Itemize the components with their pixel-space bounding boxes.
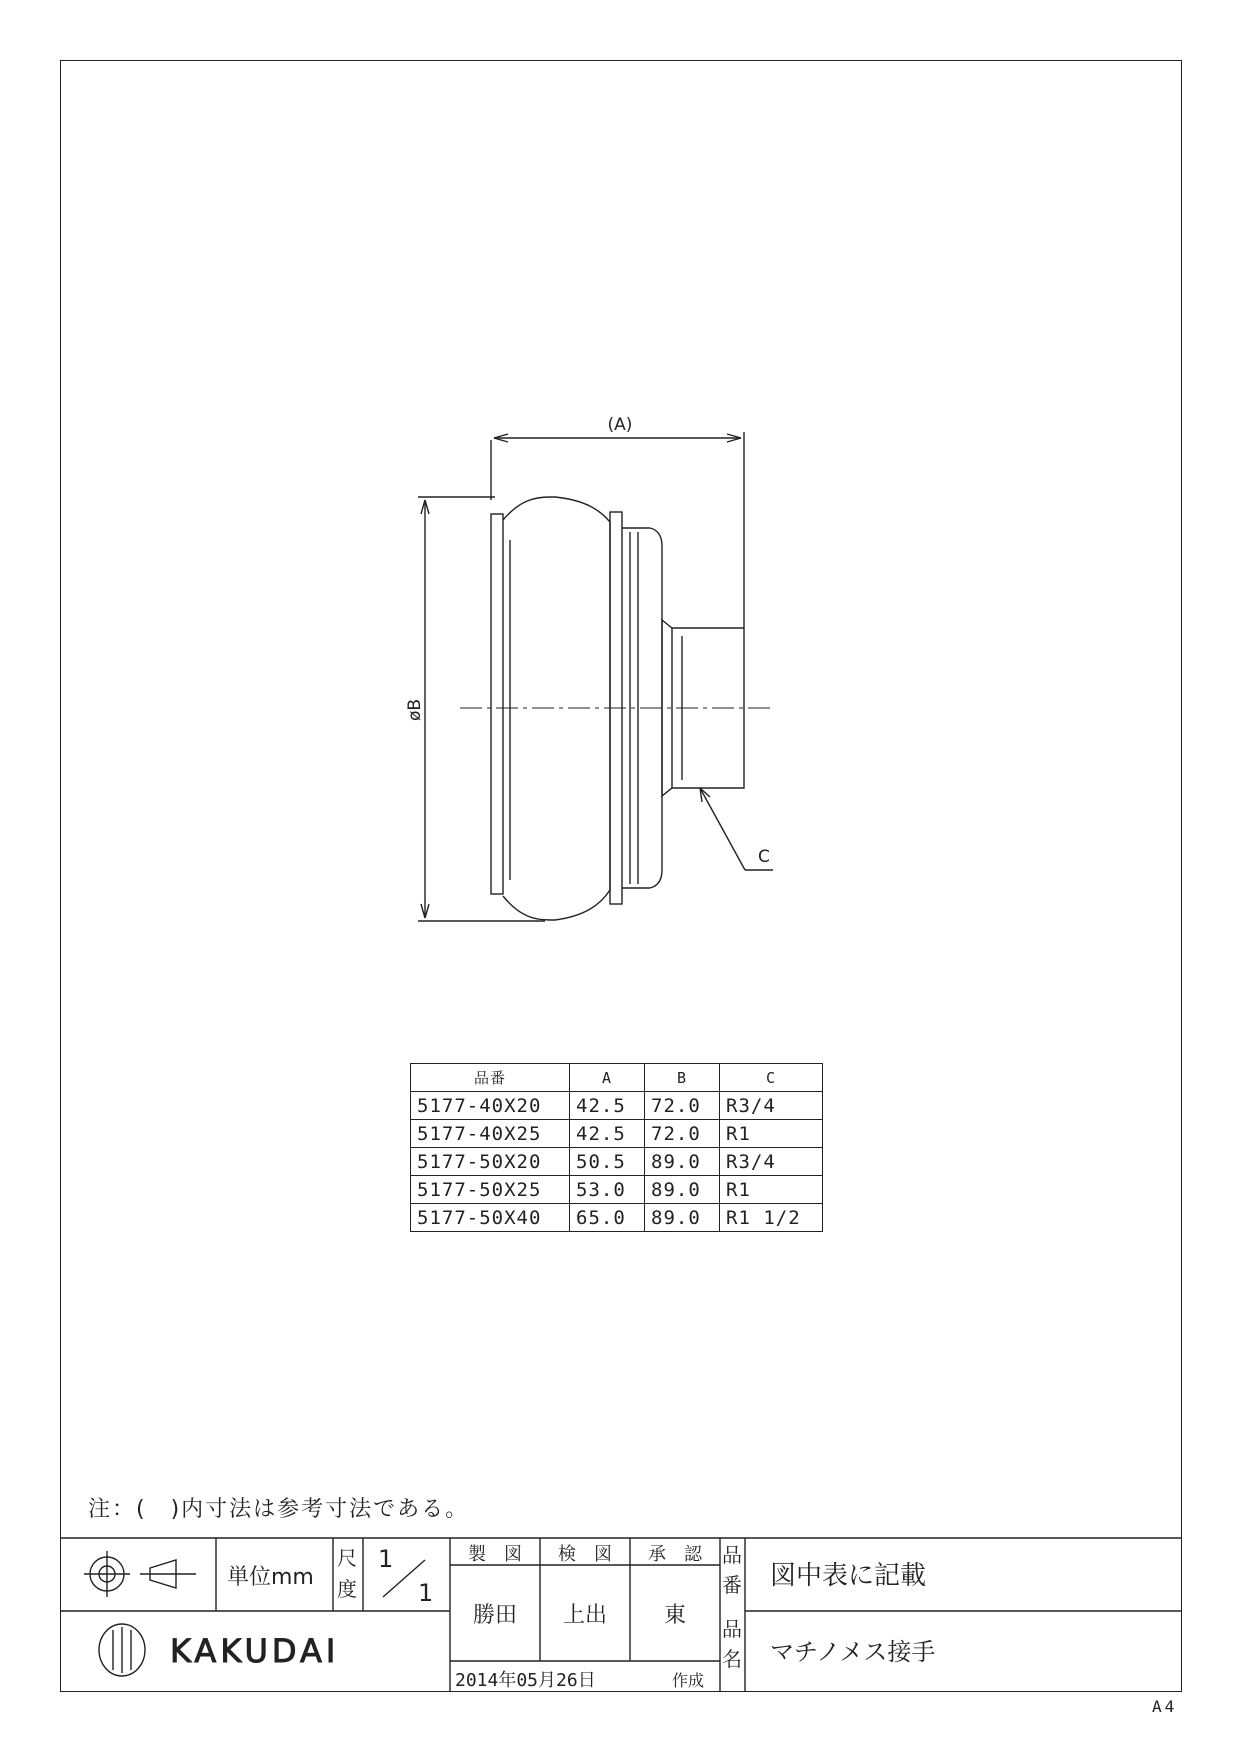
table-cell: 72.0 xyxy=(645,1092,720,1120)
dim-a-label: (A) xyxy=(607,415,633,435)
callout-c-arrow xyxy=(700,788,710,802)
table-cell: 5177-50X20 xyxy=(411,1148,570,1176)
scale-denominator: 1 xyxy=(418,1579,434,1607)
approved-label: 承 認 xyxy=(648,1544,702,1565)
scale-numerator: 1 xyxy=(378,1545,394,1573)
table-cell: 5177-40X25 xyxy=(411,1120,570,1148)
part-name-value: マチノメス接手 xyxy=(770,1638,936,1666)
part-no-label-top: 品 xyxy=(722,1543,742,1567)
table-header: A xyxy=(570,1064,645,1092)
table-header: C xyxy=(720,1064,823,1092)
table-cell: 72.0 xyxy=(645,1120,720,1148)
sheet-size: A4 xyxy=(1152,1697,1178,1716)
table-cell: 89.0 xyxy=(645,1176,720,1204)
created-label: 作成 xyxy=(672,1671,705,1690)
part-no-label-bottom: 番 xyxy=(722,1573,742,1597)
table-cell: 89.0 xyxy=(645,1204,720,1232)
scale-label-bottom: 度 xyxy=(337,1577,357,1601)
table-cell: 5177-50X25 xyxy=(411,1176,570,1204)
creation-date: 2014年05月26日 xyxy=(455,1670,596,1691)
table-cell: 89.0 xyxy=(645,1148,720,1176)
scale-label-top: 尺 xyxy=(337,1546,357,1570)
drawn-label: 製 図 xyxy=(468,1544,522,1565)
table-header: 品番 xyxy=(411,1064,570,1092)
part-no-value: 図中表に記載 xyxy=(770,1561,927,1591)
callout-c-label: C xyxy=(758,847,770,867)
checked-by: 上出 xyxy=(562,1603,608,1628)
table-row xyxy=(411,1120,823,1148)
company-logo-text: KAKUDAI xyxy=(170,1632,340,1670)
table-cell: 5177-40X20 xyxy=(411,1092,570,1120)
unit-label: 単位mm xyxy=(227,1565,314,1590)
table-header-row xyxy=(411,1064,823,1092)
callout-c-leader xyxy=(700,788,745,870)
parts-table xyxy=(410,1063,823,1232)
dim-b-label: øB xyxy=(405,698,425,722)
table-row xyxy=(411,1176,823,1204)
table-cell: R1 xyxy=(720,1176,823,1204)
approved-by: 東 xyxy=(663,1603,687,1628)
dimension-note: 注：( )内寸法は参考寸法である。 xyxy=(88,1497,470,1522)
table-cell: R1 1/2 xyxy=(720,1204,823,1232)
table-cell: R3/4 xyxy=(720,1092,823,1120)
main-body xyxy=(503,497,610,920)
table-cell: 42.5 xyxy=(570,1092,645,1120)
table-row xyxy=(411,1204,823,1232)
checked-label: 検 図 xyxy=(558,1544,612,1565)
table-cell: R3/4 xyxy=(720,1148,823,1176)
table-cell: 42.5 xyxy=(570,1120,645,1148)
table-header: B xyxy=(645,1064,720,1092)
table-cell: 65.0 xyxy=(570,1204,645,1232)
table-row xyxy=(411,1092,823,1120)
part-name-label-bottom: 名 xyxy=(722,1647,742,1671)
table-row xyxy=(411,1148,823,1176)
table-cell: 53.0 xyxy=(570,1176,645,1204)
part-name-label-top: 品 xyxy=(722,1617,742,1641)
table-cell: 5177-50X40 xyxy=(411,1204,570,1232)
table-cell: 50.5 xyxy=(570,1148,645,1176)
left-flange xyxy=(491,514,503,894)
drawn-by: 勝田 xyxy=(472,1603,518,1628)
table-cell: R1 xyxy=(720,1120,823,1148)
